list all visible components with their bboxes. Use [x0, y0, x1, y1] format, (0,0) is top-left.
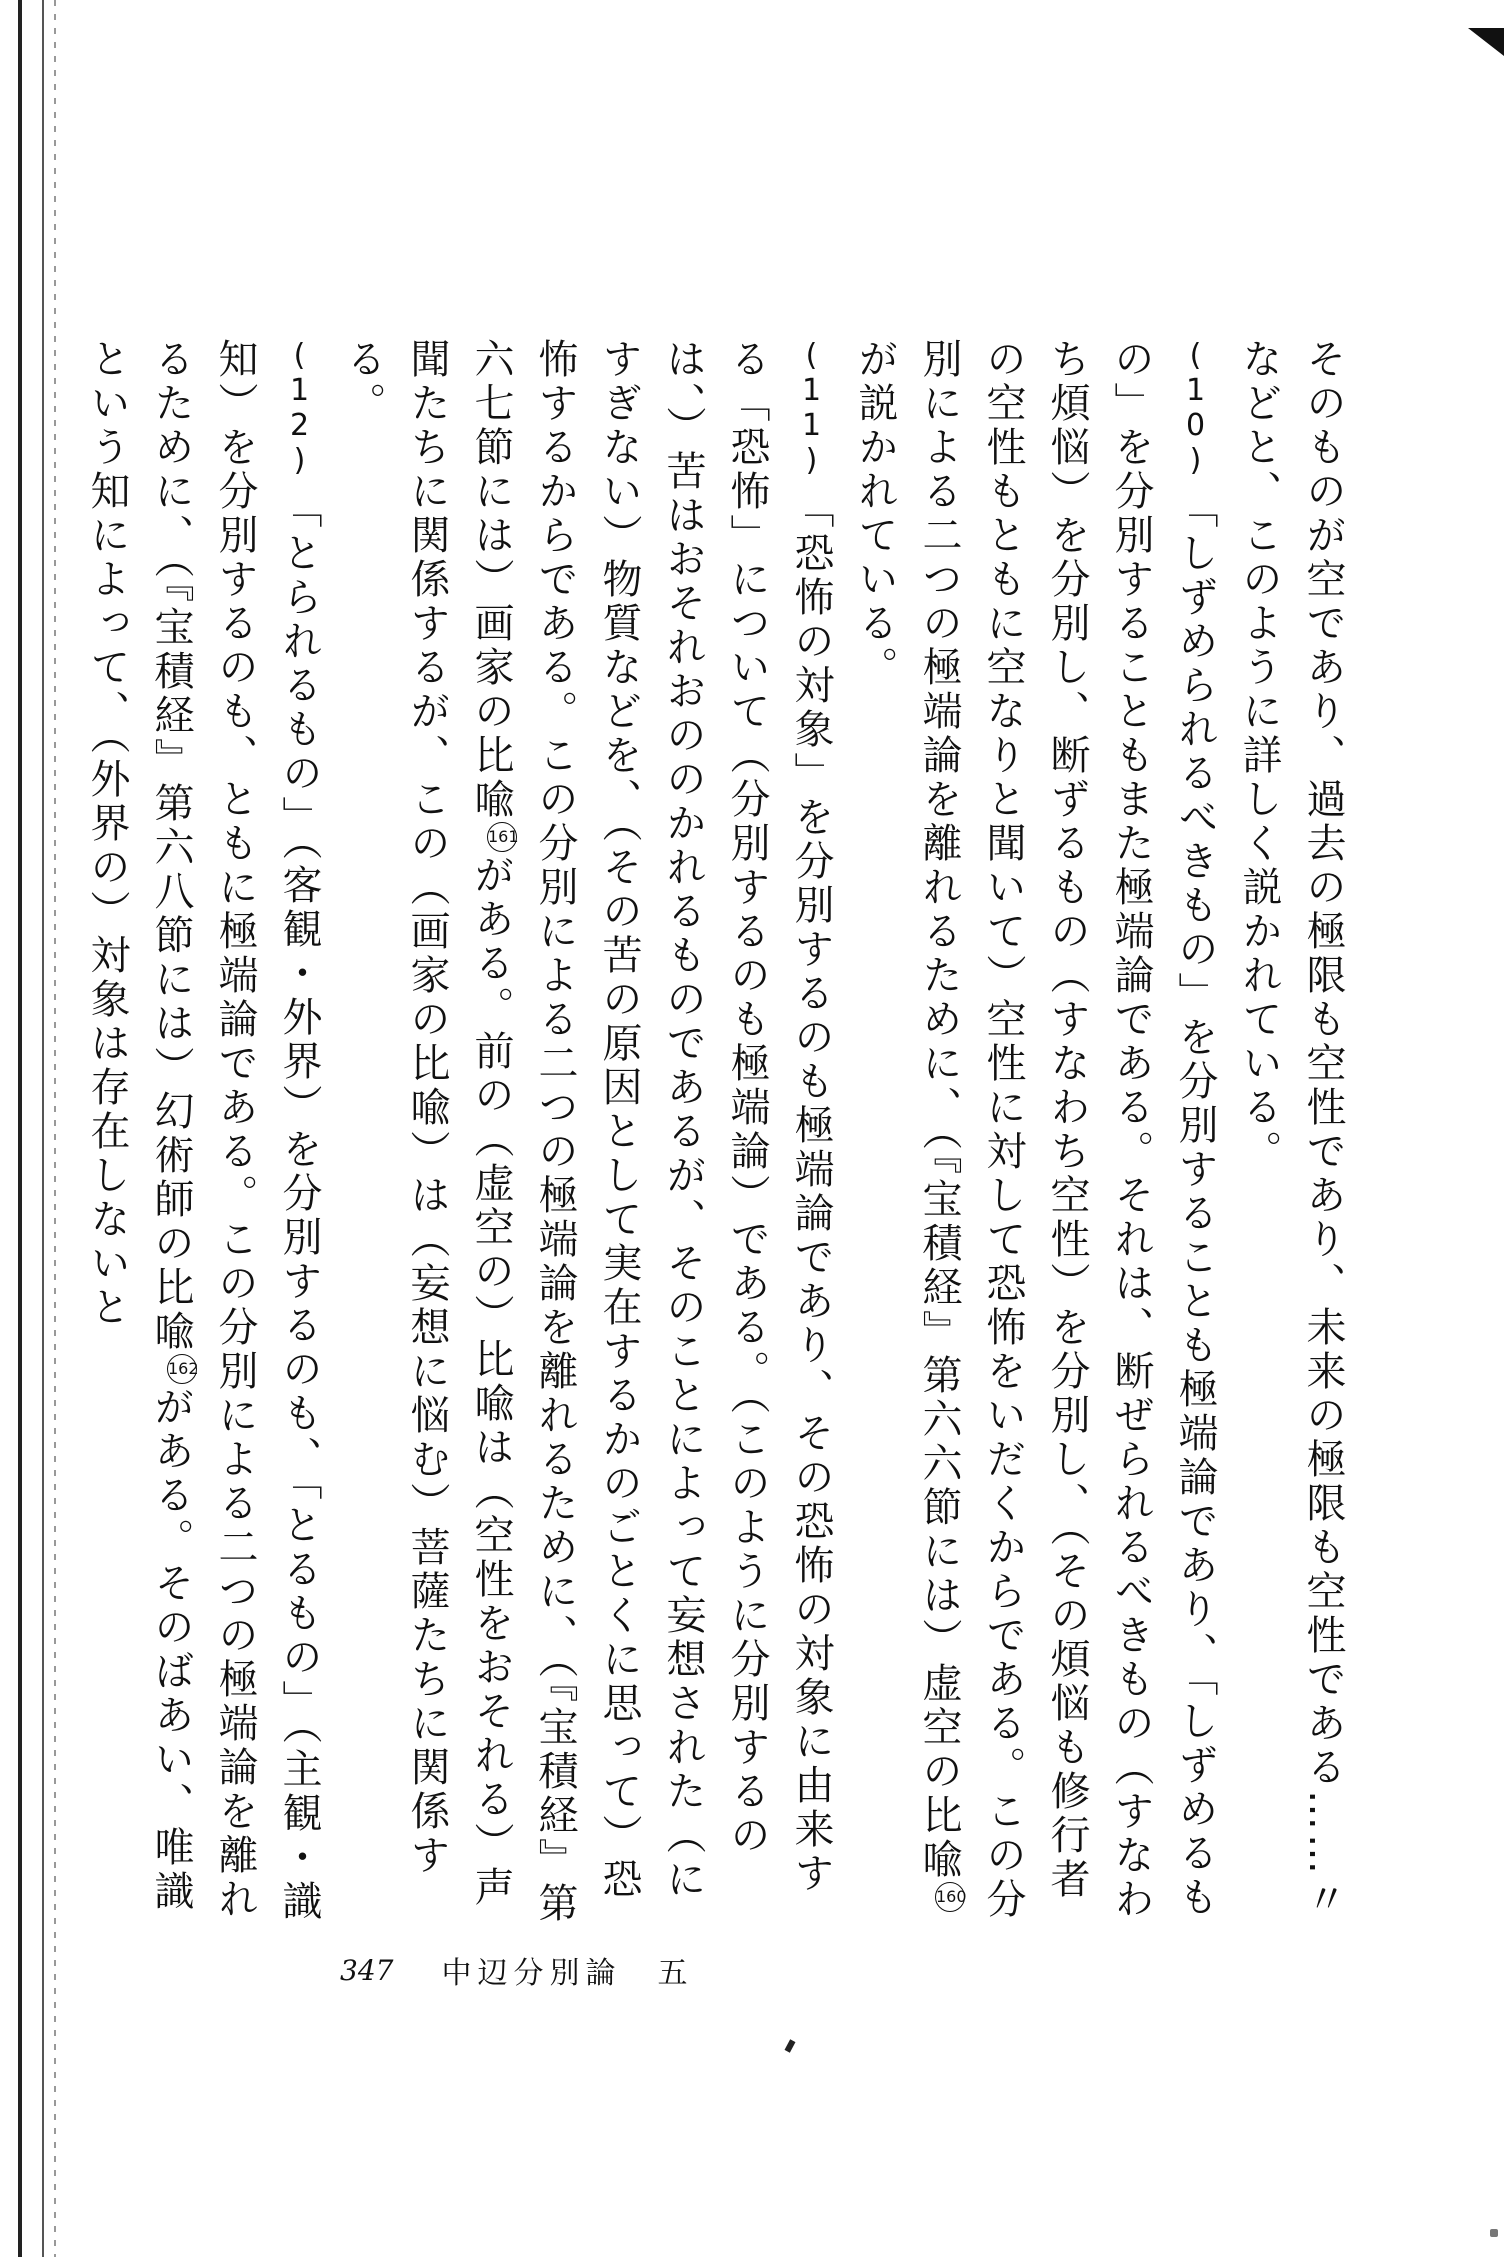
- scan-speck: [785, 2039, 796, 2052]
- scan-speck: [1490, 2229, 1498, 2237]
- text-run: 「恐怖の対象」を分別するのも極端論であり、その恐怖の対象に由来する「恐怖」について（分別するのも極端論）である。（このように分別するのは、）苦はおそれおののかれるものであるが、そのことによって妄想された（にすぎない）物質などを、（その苦の原因として実在するかのごとくに思って）恐怖するからである。この分別による二つの極端論を離れるために、（『宝積経』第六七節には）画家の比喩: [468, 338, 834, 1926]
- text-run: そのものが空であり、過去の極限も空性であり、未来の極限も空性である……〃などと、このように詳しく説かれている。: [1236, 338, 1346, 1922]
- note-reference: 162: [167, 1354, 197, 1384]
- corner-tab-mark: [1468, 28, 1504, 56]
- gutter-shadow: [54, 0, 56, 2257]
- paragraph: [1227, 338, 1355, 1938]
- paragraph-number: (10): [1178, 338, 1213, 478]
- text-run: 「しずめられるべきもの」を分別することも極端論であり、「しずめるもの」を分別することもまた極端論である。それは、断ぜられるべきもの（すなわち煩悩）を分別し、断ずるもの（すなわち空性）を分別し、（その煩悩も修行者の空性もともに空なりと聞いて）空性に対して恐怖をいだくからである。この分別による二つの極端論を離れるために、（『宝積経』第六六節には）虚空の比喩: [916, 338, 1218, 1922]
- book-spine-edge: [18, 0, 44, 2257]
- vertical-text-body: [84, 338, 1355, 1938]
- paragraph-number: (12): [282, 338, 317, 478]
- paragraph: [75, 338, 331, 1938]
- text-run: 「とられるもの」（客観・外界）を分別するのも、「とるもの」（主観・識知）を分別するのも、ともに極端論である。この分別による二つの極端論を離れるために、（『宝積経』第六八節には）幻術師の比喩: [148, 338, 322, 1924]
- paragraph: [331, 338, 843, 1938]
- note-reference: 160: [935, 1882, 965, 1912]
- page-number: 347: [340, 1953, 394, 1987]
- text-run: が説かれている。: [852, 338, 898, 690]
- running-head: 中辺分別論 五: [441, 1956, 694, 1991]
- paragraph-number: (11): [794, 338, 829, 478]
- paragraph: [843, 338, 1227, 1938]
- page-footer: [340, 1950, 693, 1990]
- text-run: がある。そのばあい、唯識という知によって、（外界の）対象は存在しないと: [84, 338, 194, 1914]
- text-run: がある。前の（虚空の）比喩は（空性をおそれる）声聞たちに関係するが、この（画家の比喩）は（妄想に悩む）菩薩たちに関係する。: [340, 338, 514, 1910]
- note-reference: 161: [487, 822, 517, 852]
